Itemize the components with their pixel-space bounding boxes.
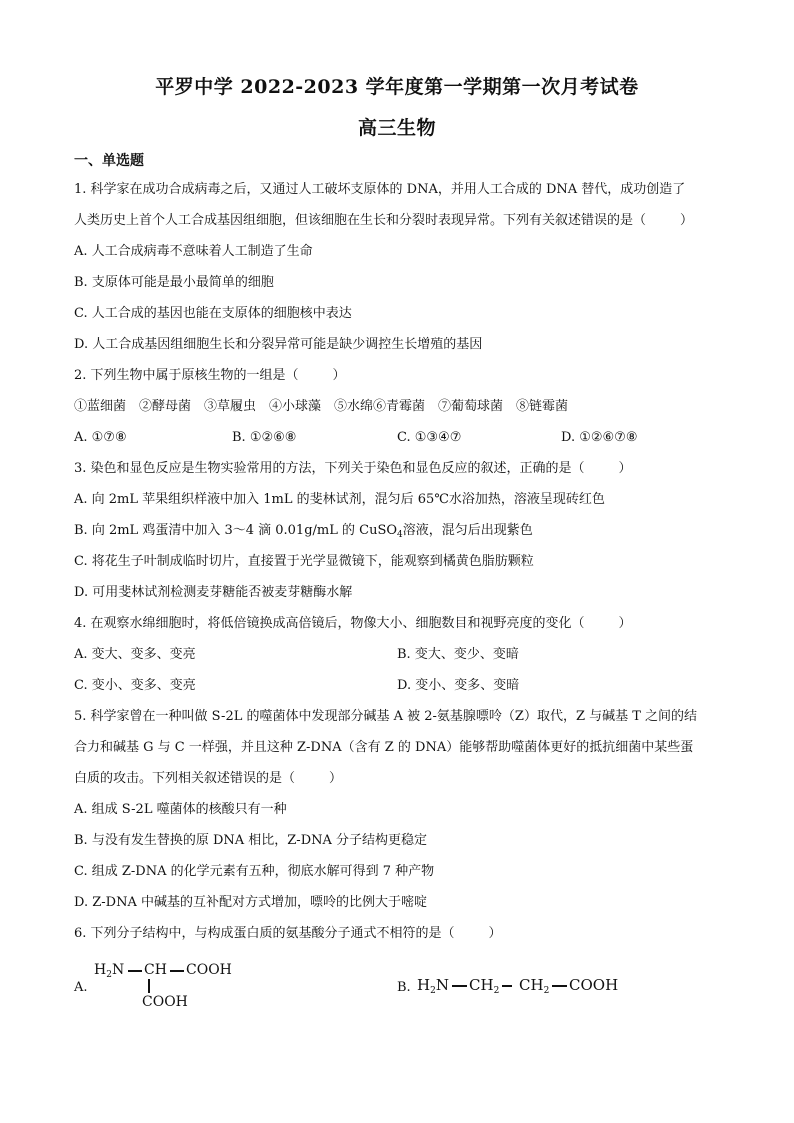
alpha-carbon: CH [144,962,167,978]
side-chain-carboxyl: COOH [142,994,188,1010]
bond-line-vertical [148,979,150,993]
q4-stem-text: 4. 在观察水绵细胞时，将低倍镜换成高倍镜后，物像大小、细胞数目和视野亮度的变化（ [74,616,585,631]
section-heading: 一、单选题 [74,153,144,169]
bond-line [170,970,184,972]
q5-stem-line-3 [74,770,342,788]
q2-organism-list: ①蓝细菌 ②酵母菌 ③草履虫 ④小球藻 ⑤水绵⑥青霉菌 ⑦葡萄球菌 ⑧链霉菌 [74,399,569,414]
q4-paren-close: ） [618,616,632,631]
q4-stem [74,615,632,633]
q5-stem-text: 白质的攻击。下列相关叙述错误的是（ [74,771,296,786]
q5-option-b: B. 与没有发生替换的原 DNA 相比，Z-DNA 分子结构更稳定 [74,833,428,848]
q3-option-d: D. 可用斐林试剂检测麦芽糖能否被麦芽糖酶水解 [74,585,353,600]
q6-option-a-structure [74,958,294,1018]
q4-option-b: B. 变大、变少、变暗 [397,647,519,662]
amino-group [417,976,449,994]
q1-stem-line-1: 1. 科学家在成功合成病毒之后，又通过人工破坏支原体的 DNA，并用人工合成的 DNA 替代，成功创造了 [74,182,686,197]
q1-stem-line-2 [74,212,693,230]
q6-option-b-structure [397,972,657,1002]
q6-stem-text: 6. 下列分子结构中，与构成蛋白质的氨基酸分子通式不相符的是（ [74,926,455,941]
q3-stem-text: 3. 染色和显色反应是生物实验常用的方法，下列关于染色和显色反应的叙述，正确的是（ [74,461,585,476]
q2-option-d: D. ①②⑥⑦⑧ [561,430,638,445]
q1-option-a: A. 人工合成病毒不意味着人工制造了生命 [74,244,313,259]
carboxyl-group: COOH [569,976,619,994]
q3-paren-close: ） [618,461,632,476]
subscript: 2 [543,986,550,996]
q3-stem [74,460,632,478]
q1-paren-close: ） [680,213,694,228]
q6-stem [74,925,502,943]
q1-option-c: C. 人工合成的基因也能在支原体的细胞核中表达 [74,306,352,321]
methylene-group [519,976,549,994]
q3-option-b-text: B. 向 2mL 鸡蛋清中加入 3～4 滴 0.01g/mL 的 CuSO [74,523,398,538]
atom-h: H [94,962,107,978]
q5-option-c: C. 组成 Z-DNA 的化学元素有五种，彻底水解可得到 7 种产物 [74,864,435,879]
q4-option-d: D. 变小、变多、变暗 [397,678,520,693]
q4-option-c: C. 变小、变多、变亮 [74,678,196,693]
q4-option-a: A. 变大、变多、变亮 [74,647,196,662]
q6-paren-close: ） [488,926,502,941]
q5-paren-close: ） [329,771,343,786]
exam-subject: 高三生物 [357,117,436,139]
atom-ch: CH [519,976,544,994]
q2-stem-text: 2. 下列生物中属于原核生物的一组是（ [74,368,299,383]
q2-option-c: C. ①③④⑦ [397,430,462,445]
q6-option-a-label: A. [74,980,88,995]
q2-option-b: B. ①②⑥⑧ [232,430,297,445]
atom-n: N [435,976,449,994]
subscript: 2 [493,986,500,996]
carboxyl-group: COOH [186,962,232,978]
q3-option-c: C. 将花生子叶制成临时切片，直接置于光学显微镜下，能观察到橘黄色脂肪颗粒 [74,554,534,569]
subscript: 2 [430,986,436,996]
q3-option-b-text-end: 溶液，混匀后出现紫色 [402,523,533,538]
bond-line [502,985,512,987]
atom-ch: CH [469,976,494,994]
amino-group [94,962,124,978]
q1-stem-text: 人类历史上首个人工合成基因组细胞，但该细胞在生长和分裂时表现异常。下列有关叙述错误的是（ [74,213,647,228]
q2-paren-close: ） [332,368,346,383]
exam-title: 平罗中学 2022-2023 学年度第一学期第一次月考试卷 [155,76,639,98]
atom-n: N [111,962,125,978]
q3-option-b [74,522,533,540]
bond-line [552,985,567,987]
q6-option-b-label: B. [397,980,411,995]
subscript: 4 [397,530,403,540]
bond-line [128,970,142,972]
q2-option-a: A. ①⑦⑧ [74,430,127,445]
bond-line [452,985,467,987]
q1-option-d: D. 人工合成基因组细胞生长和分裂异常可能是缺少调控生长增殖的基因 [74,337,483,352]
q1-option-b: B. 支原体可能是最小最简单的细胞 [74,275,274,290]
q5-stem-line-1: 5. 科学家曾在一种叫做 S-2L 的噬菌体中发现部分碱基 A 被 2-氨基腺嘌呤（Z）取代，Z 与碱基 T 之间的结 [74,709,698,724]
methylene-group [469,976,499,994]
q5-option-a: A. 组成 S-2L 噬菌体的核酸只有一种 [74,802,287,817]
q5-stem-line-2: 合力和碱基 G 与 C 一样强，并且这种 Z-DNA（含有 Z 的 DNA）能够帮助噬菌体更好的抵抗细菌中某些蛋 [74,740,694,755]
q3-option-a: A. 向 2mL 苹果组织样液中加入 1mL 的斐林试剂，混匀后 65℃水浴加热，溶液呈现砖红色 [74,492,605,507]
subscript: 2 [106,970,112,980]
q2-stem [74,367,346,385]
atom-h: H [417,976,431,994]
q5-option-d: D. Z-DNA 中碱基的互补配对方式增加，嘌呤的比例大于嘧啶 [74,895,427,910]
